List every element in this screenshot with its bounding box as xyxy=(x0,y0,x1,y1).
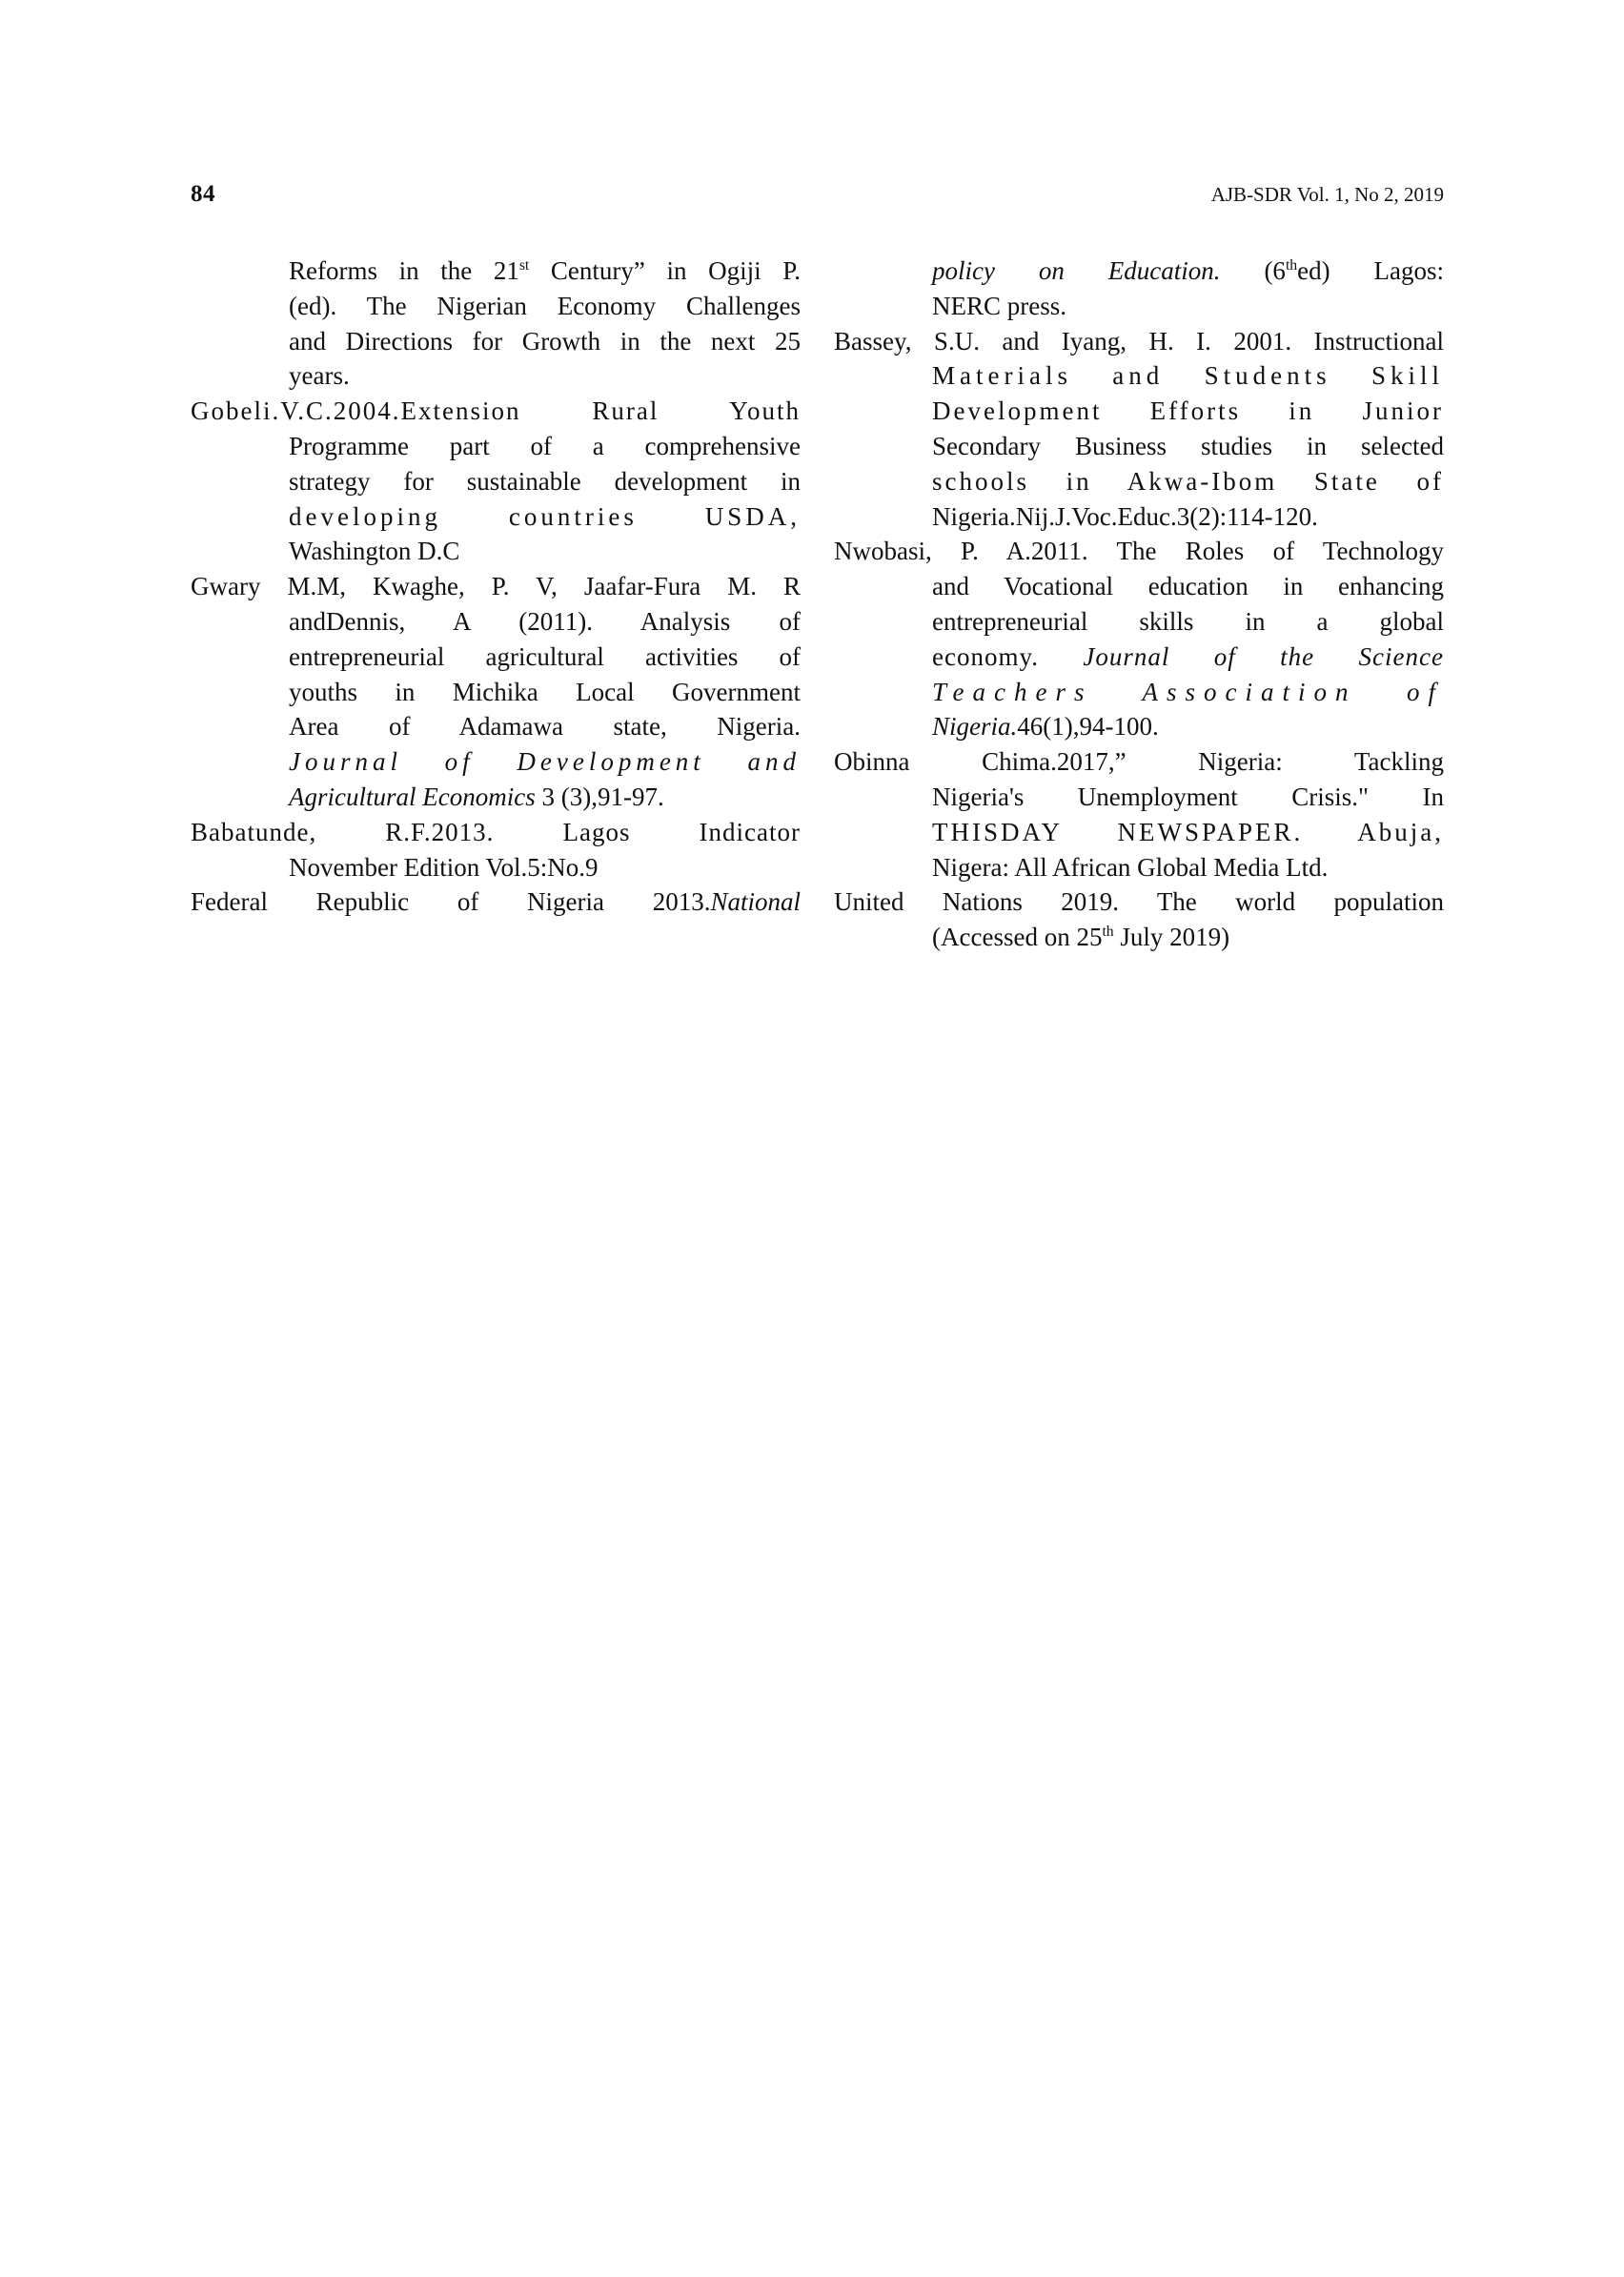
reference-text: Washington D.C xyxy=(289,537,460,566)
reference-line xyxy=(191,534,801,569)
page-number: 84 xyxy=(191,181,215,207)
reference-text: Development Efforts in Junior xyxy=(932,396,1444,426)
reference-line xyxy=(834,289,1444,324)
reference-text: July 2019) xyxy=(1113,923,1230,952)
reference-line xyxy=(191,604,801,640)
reference-line xyxy=(191,464,801,499)
reference-text: United Nations 2019. The world population xyxy=(834,887,1444,917)
references-left-column xyxy=(191,254,801,955)
reference-text: schools in Akwa-Ibom State of xyxy=(932,466,1444,496)
reference-line xyxy=(191,324,801,359)
reference-text: Programme part of a comprehensive xyxy=(289,431,801,460)
reference-text: strategy for sustainable development in xyxy=(289,466,801,496)
reference-line xyxy=(834,675,1444,710)
superscript-text: th xyxy=(1285,257,1298,274)
reference-text: (ed). The Nigerian Economy Challenges xyxy=(289,291,801,320)
reference-text: policy on Education. xyxy=(932,256,1221,285)
reference-text: andDennis, A (2011). Analysis of xyxy=(289,606,801,636)
reference-text: Secondary Business studies in selected xyxy=(932,431,1444,460)
reference-text: 46(1),94-100. xyxy=(1017,712,1159,742)
reference-text: Bassey, S.U. and Iyang, H. I. 2001. Instructional xyxy=(834,326,1444,356)
reference-text: Nigeria. xyxy=(932,712,1018,742)
journal-volume-header: AJB-SDR Vol. 1, No 2, 2019 xyxy=(1210,183,1444,206)
reference-text: and Vocational education in enhancing xyxy=(932,572,1444,601)
reference-text: entrepreneurial agricultural activities of xyxy=(289,641,801,671)
reference-text: developing countries USDA, xyxy=(289,501,801,531)
reference-text: years. xyxy=(289,361,350,391)
reference-line xyxy=(191,289,801,324)
reference-line xyxy=(191,744,801,780)
superscript-text: th xyxy=(1102,924,1114,941)
reference-text: Gwary M.M, Kwaghe, P. V, Jaafar-Fura M. R xyxy=(191,572,801,601)
reference-line xyxy=(191,569,801,604)
reference-line xyxy=(834,429,1444,464)
reference-line xyxy=(191,780,801,815)
reference-text: Agricultural Economics xyxy=(289,782,536,811)
reference-line xyxy=(191,850,801,885)
reference-text: Nigera: All African Global Media Ltd. xyxy=(932,852,1329,882)
reference-line xyxy=(834,780,1444,815)
reference-line xyxy=(834,254,1444,289)
reference-line xyxy=(834,640,1444,675)
reference-text: Century” in Ogiji P. xyxy=(529,256,801,285)
reference-text: Federal Republic of Nigeria 2013. xyxy=(191,887,711,917)
reference-line xyxy=(834,744,1444,780)
reference-text: 3 (3),91-97. xyxy=(535,782,664,811)
reference-line xyxy=(191,358,801,394)
page-header xyxy=(191,181,1444,208)
reference-text: Area of Adamawa state, Nigeria. xyxy=(289,712,801,742)
reference-text: (6 xyxy=(1220,256,1286,285)
reference-line xyxy=(191,815,801,850)
references-section xyxy=(191,254,1444,955)
reference-text: Obinna Chima.2017,” Nigeria: Tackling xyxy=(834,747,1444,777)
reference-text: Nigeria.Nij.J.Voc.Educ.3(2):114-120. xyxy=(932,501,1318,531)
reference-text: Babatunde, R.F.2013. Lagos Indicator xyxy=(191,817,801,846)
reference-text: youths in Michika Local Government xyxy=(289,677,801,706)
reference-line xyxy=(834,815,1444,850)
reference-line xyxy=(191,499,801,535)
reference-line xyxy=(834,920,1444,955)
reference-text: economy. xyxy=(932,641,1084,671)
reference-line xyxy=(834,884,1444,920)
reference-line xyxy=(834,499,1444,535)
reference-line xyxy=(191,675,801,710)
reference-line xyxy=(834,394,1444,429)
reference-text: National xyxy=(710,887,801,917)
reference-text: entrepreneurial skills in a global xyxy=(932,606,1444,636)
references-right-column xyxy=(834,254,1444,955)
reference-text: and Directions for Growth in the next 25 xyxy=(289,326,801,356)
reference-text: NERC press. xyxy=(932,291,1066,320)
reference-line xyxy=(191,640,801,675)
reference-text: Reforms in the 21 xyxy=(289,256,519,285)
reference-text: Nigeria's Unemployment Crisis." In xyxy=(932,782,1444,811)
reference-line xyxy=(834,569,1444,604)
reference-text: THISDAY NEWSPAPER. Abuja, xyxy=(932,817,1444,846)
reference-text: ed) Lagos: xyxy=(1297,256,1444,285)
reference-line xyxy=(191,254,801,289)
reference-text: Nwobasi, P. A.2011. The Roles of Technology xyxy=(834,537,1444,566)
reference-text: (Accessed on 25 xyxy=(932,923,1103,952)
reference-line xyxy=(834,709,1444,744)
reference-line xyxy=(834,604,1444,640)
reference-text: November Edition Vol.5:No.9 xyxy=(289,852,599,882)
superscript-text: st xyxy=(518,257,530,274)
reference-text: Journal of Development and xyxy=(289,747,801,777)
reference-line xyxy=(834,324,1444,359)
reference-text: Teachers Association of xyxy=(932,677,1444,706)
reference-line xyxy=(834,358,1444,394)
reference-line xyxy=(834,534,1444,569)
reference-line xyxy=(191,709,801,744)
reference-text: Materials and Students Skill xyxy=(932,361,1444,391)
reference-line xyxy=(191,884,801,920)
reference-line xyxy=(191,394,801,429)
reference-text: Journal of the Science xyxy=(1083,641,1444,671)
reference-line xyxy=(191,429,801,464)
reference-line xyxy=(834,464,1444,499)
reference-text: Gobeli.V.C.2004.Extension Rural Youth xyxy=(191,396,801,426)
reference-line xyxy=(834,850,1444,885)
